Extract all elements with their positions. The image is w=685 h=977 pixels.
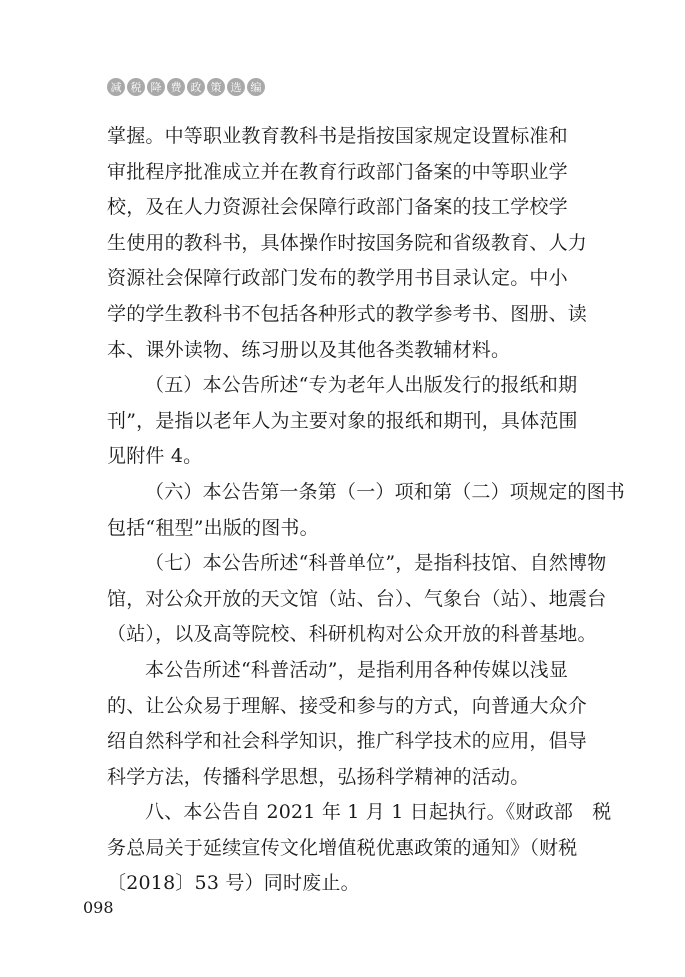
paragraph-start-line: 本公告所述“科普活动”，是指利用各种传媒以浅显 — [145, 658, 569, 681]
text-line: 学的学生教科书不包括各种形式的教学参考书、图册、读 — [107, 302, 588, 325]
text-line: 刊”，是指以老年人为主要对象的报纸和期刊，具体范围 — [107, 409, 578, 432]
text-line: 审批程序批准成立并在教育行政部门备案的中等职业学 — [107, 160, 568, 183]
paragraph-start-line: （五）本公告所述“专为老年人出版发行的报纸和期 — [145, 374, 578, 397]
text-line: 资源社会保障行政部门发布的教学用书目录认定。中小 — [107, 267, 568, 290]
header-char-5: 政 — [187, 78, 205, 96]
text-line: 务总局关于延续宣传文化增值税优惠政策的通知》（财税 — [107, 836, 578, 859]
body-text — [107, 119, 626, 902]
text-line: 绍自然科学和社会科学知识，推广科学技术的应用，倡导 — [107, 730, 588, 753]
header-char-3: 降 — [147, 78, 165, 96]
header-char-6: 策 — [207, 78, 225, 96]
paragraph-start-line: （七）本公告所述“科普单位”，是指科技馆、自然博物 — [145, 552, 607, 575]
text-line: 见附件 4。 — [107, 445, 203, 468]
header-char-7: 选 — [227, 78, 245, 96]
text-line: 校，及在人力资源社会保障行政部门备案的技工学校学 — [107, 196, 568, 219]
text-line: 生使用的教科书，具体操作时按国务院和省级教育、人力 — [107, 231, 588, 254]
text-line: 的、让公众易于理解、接受和参与的方式，向普通大众介 — [107, 694, 588, 717]
header-char-8: 编 — [247, 78, 265, 96]
text-line: 掌握。中等职业教育教科书是指按国家规定设置标准和 — [107, 125, 568, 147]
header-char-4: 费 — [167, 78, 185, 96]
paragraph-start-line: 八、本公告自 2021 年 1 月 1 日起执行。《财政部 税 — [145, 801, 612, 824]
text-line: 〔2018〕53 号）同时废止。 — [107, 872, 360, 895]
running-header — [107, 78, 265, 96]
header-char-2: 税 — [127, 78, 145, 96]
text-line: 本、课外读物、练习册以及其他各类教辅材料。 — [107, 338, 511, 361]
text-line: 包括“租型”出版的图书。 — [107, 516, 319, 539]
text-line: 馆，对公众开放的天文馆（站、台）、气象台（站）、地震台 — [107, 587, 607, 610]
text-line: 科学方法，传播科学思想，弘扬科学精神的活动。 — [107, 765, 530, 788]
page-number: 098 — [83, 898, 114, 917]
paragraph-start-line: （六）本公告第一条第（一）项和第（二）项规定的图书 — [145, 480, 626, 503]
header-char-1: 减 — [107, 78, 125, 96]
text-line: （站），以及高等院校、科研机构对公众开放的科普基地。 — [107, 623, 597, 646]
